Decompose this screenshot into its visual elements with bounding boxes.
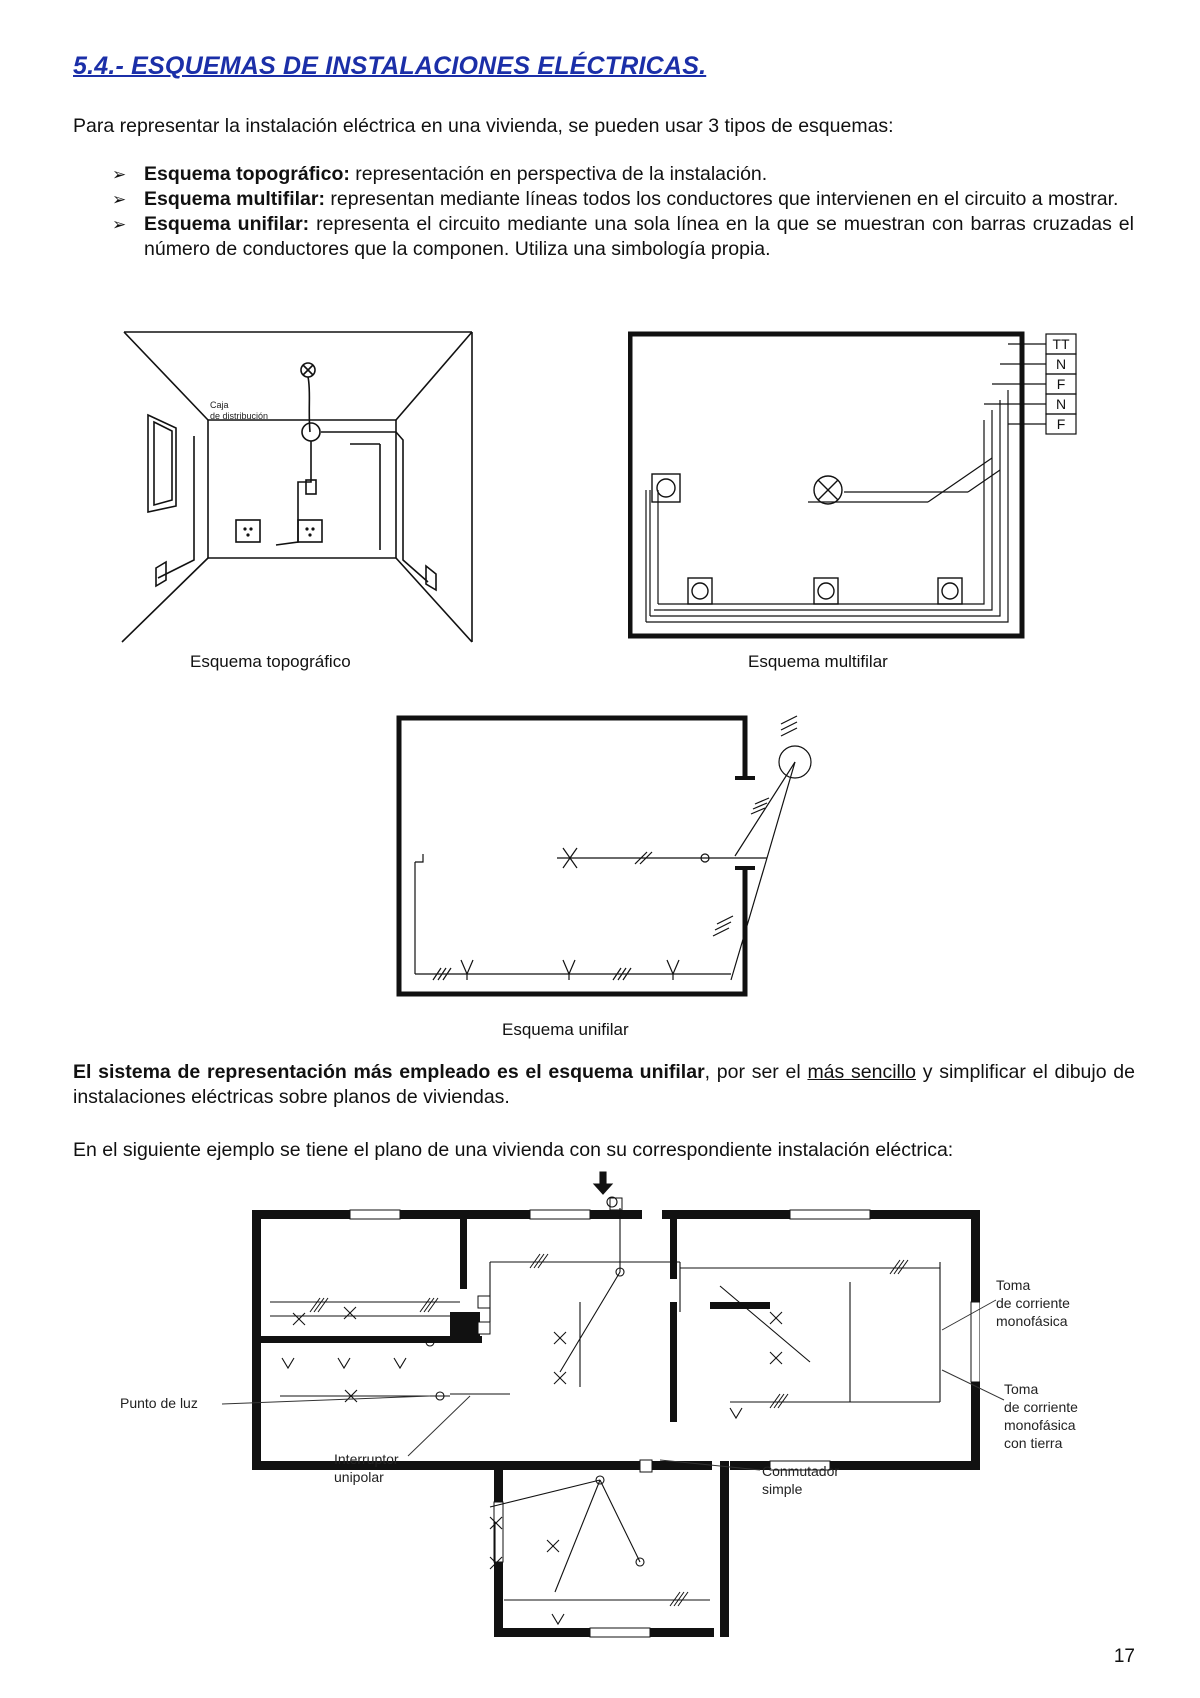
conclusion-bold: El sistema de representación más empleado es el esquema unifilar xyxy=(73,1061,705,1083)
caption-multifilar: Esquema multifilar xyxy=(748,652,888,671)
terminal-label: F xyxy=(1056,416,1066,432)
punto-luz-label: Punto de luz xyxy=(120,1395,198,1411)
arrow-bullet-icon: ➢ xyxy=(112,190,127,209)
label-line: de corriente xyxy=(1004,1399,1078,1415)
arrow-bullet-icon: ➢ xyxy=(112,215,127,234)
terminal-label: TT xyxy=(1052,336,1070,352)
conclusion-end: y simplificar el dibujo de instalaciones eléctricas sobre planos de viviendas. xyxy=(73,1061,1135,1108)
conclusion-underlined: más sencillo xyxy=(807,1061,917,1083)
caption-topografico: Esquema topográfico xyxy=(190,652,351,671)
caja-label-2: de distribución xyxy=(210,411,269,421)
arrow-bullet-icon: ➢ xyxy=(112,165,127,184)
page-number: 17 xyxy=(1113,1646,1135,1667)
bullet-text: representa el circuito mediante una sola línea en la que se muestran con barras cruzadas el número de conductores que la componen. Utiliza una simbología propia. xyxy=(144,213,1134,260)
caja-label: Caja xyxy=(210,400,229,410)
example-paragraph: En el siguiente ejemplo se tiene el plano de una vivienda con su correspondiente instalación eléctrica: xyxy=(73,1139,954,1161)
label-line: monofásica xyxy=(996,1313,1068,1329)
bullet-text: representación en perspectiva de la instalación. xyxy=(349,163,768,185)
label-line: de corriente xyxy=(996,1295,1070,1311)
label-line: monofásica xyxy=(1004,1417,1076,1433)
label-line: con tierra xyxy=(1004,1435,1063,1451)
intro-paragraph: Para representar la instalación eléctrica en una vivienda, se pueden usar 3 tipos de esquemas: xyxy=(73,115,894,137)
label-line: Toma xyxy=(1004,1381,1039,1397)
bullet-text: representan mediante líneas todos los conductores que intervienen en el circuito a mostrar. xyxy=(324,188,1119,210)
label-line: Conmutador xyxy=(762,1463,840,1479)
bullet-term: Esquema unifilar: xyxy=(144,213,310,235)
page-title: 5.4.- ESQUEMAS DE INSTALACIONES ELÉCTRICAS. xyxy=(73,52,707,80)
label-line: Interruptor xyxy=(334,1451,399,1467)
label-line: unipolar xyxy=(334,1469,384,1485)
bullet-term: Esquema topográfico: xyxy=(144,163,350,185)
label-line: Toma xyxy=(996,1277,1031,1293)
terminal-label: N xyxy=(1055,356,1067,372)
terminal-label: N xyxy=(1055,396,1067,412)
terminal-label: F xyxy=(1056,376,1066,392)
label-line: simple xyxy=(762,1481,803,1497)
conclusion-mid: , por ser el xyxy=(704,1061,808,1083)
caption-unifilar: Esquema unifilar xyxy=(502,1020,629,1039)
bullet-term: Esquema multifilar: xyxy=(144,188,325,210)
